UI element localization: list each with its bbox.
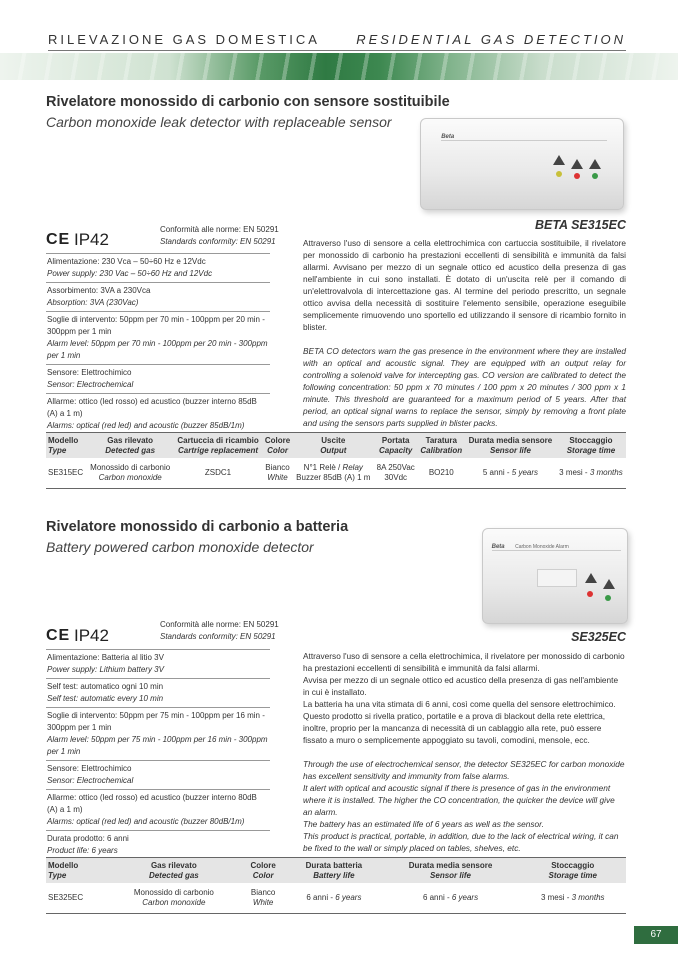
table-header: Modello Type — [48, 436, 79, 455]
product2-title-en: Battery powered carbon monoxide detector — [46, 539, 314, 555]
table-row — [46, 883, 626, 914]
product2-display — [537, 569, 577, 587]
product2-led-green-icon — [605, 595, 611, 601]
product2-spec-self-test — [46, 679, 270, 708]
product2-description-it-1: Attraverso l'uso di sensore a cella elettrochimica, il rivelatore per monossido di carbonio ha prestazioni eccellenti di sensibilità e immunità da falsi allarmi. — [303, 651, 625, 673]
product2-conformity — [160, 619, 279, 643]
table-header: Modello Type — [48, 861, 79, 880]
table-header: Colore Color — [250, 861, 276, 880]
spec-it: Self test: automatico ogni 10 min — [47, 682, 164, 691]
spec-it: Durata prodotto: 6 anni — [47, 834, 129, 843]
table-header: Uscite Output — [320, 436, 347, 455]
table-header: Durata media sensore Sensor life — [408, 861, 493, 880]
product1-spec-power — [46, 254, 270, 283]
table-cell-sensor-life: 6 anni - 6 years — [382, 883, 520, 914]
spec-en: Self test: automatic every 10 min — [47, 694, 164, 703]
product2-spec-power — [46, 650, 270, 679]
product2-conformity-it: Conformità alle norme: EN 50291 — [160, 620, 279, 629]
table-header: Gas rilevato Detected gas — [105, 436, 156, 455]
table-header: Taratura Calibration — [420, 436, 463, 455]
table-header: Stoccaggio Storage time — [548, 861, 597, 880]
product2-image — [482, 528, 628, 624]
table-header: Cartuccia di ricambio Cartrige replacement — [177, 436, 259, 455]
product1-table — [46, 432, 626, 489]
spec-en: Power supply: Lithium battery 3V — [47, 665, 164, 674]
spec-en: Product life: 6 years — [47, 846, 118, 855]
header-left-title: RILEVAZIONE GAS DOMESTICA — [48, 32, 320, 47]
spec-it: Assorbimento: 3VA a 230Vca — [47, 286, 151, 295]
table-header-row — [46, 858, 626, 884]
table-cell-capacity: 8A 250Vac 30Vdc — [374, 458, 418, 489]
header-right-title: RESIDENTIAL GAS DETECTION — [356, 32, 626, 47]
product2-table — [46, 857, 626, 914]
spec-en: Alarms: optical (red led) and acoustic (buzzer 85dB/1m) — [47, 421, 245, 430]
product1-image-strip — [441, 125, 607, 141]
product1-description — [303, 237, 626, 429]
spec-en: Power supply: 230 Vac – 50÷60 Hz and 12Vdc — [47, 269, 213, 278]
table-cell-color: Bianco White — [262, 458, 292, 489]
product2-image-brand: Beta — [491, 544, 505, 550]
spec-it: Alimentazione: 230 Vca – 50÷60 Hz e 12Vdc — [47, 257, 206, 266]
table-cell-gas: Monossido di carbonio Carbon monoxide — [87, 458, 174, 489]
product2-description-en-2: It alert with optical and acoustic signal if there is presence of gas in the environment where it is installed. The higher the CO concentration, the quicker the device will give an alarm. — [303, 783, 615, 817]
spec-it: Alimentazione: Batteria al litio 3V — [47, 653, 164, 662]
header-divider — [48, 50, 626, 51]
table-header: Durata media sensore Sensor life — [468, 436, 553, 455]
product1-led-red-icon — [574, 173, 580, 179]
product1-description-it: Attraverso l'uso di sensore a cella elettrochimica con cartuccia sostituibile, il rivelatore per monossido di carbonio ha prestazioni eccellenti di sensibilità e immunità da falsi allarmi. Avvisano per mezzo di un segnale ottico ed acustico della presenza di gas nell'ambiente in cui sono installati. È dotato di un'uscita relè per il comando di un'elettrovalvola di intercettazione gas. Al termine del periodo prescritto, un segnale ottico avvisa della necessità di sostituire l'elemento sensibile, operazione eseguibile semplicemente rimuovendo uno sportello ed utilizzando il sensore di ricambio fornito in blister. — [303, 238, 626, 332]
table-header: Gas rilevato Detected gas — [148, 861, 199, 880]
product2-description-en-1: Through the use of electrochemical sensor, the detector SE325EC for carbon monoxide has excellent sensitivity and immunity from false alarms. — [303, 759, 625, 781]
table-cell-battery-life: 6 anni - 6 years — [286, 883, 381, 914]
product2-ce-mark-icon: CE — [46, 627, 71, 644]
product1-image — [420, 118, 624, 210]
table-cell-cartridge: ZSDC1 — [174, 458, 263, 489]
decorative-band-stripes — [0, 53, 678, 80]
product1-led-green-icon — [592, 173, 598, 179]
product2-description-en-3: The battery has an estimated life of 6 years as well as the sensor. — [303, 819, 544, 829]
spec-en: Alarm level: 50ppm per 75 min - 100ppm per 16 min - 300ppm per 1 min — [47, 735, 268, 756]
product1-led-yellow-icon — [556, 171, 562, 177]
product2-model-name: SE325EC — [571, 630, 626, 644]
product1-conformity-it: Conformità alle norme: EN 50291 — [160, 225, 279, 234]
table-cell-model: SE315EC — [46, 458, 87, 489]
product1-warning-icon-3 — [589, 159, 601, 169]
product1-ce-mark-icon: CE — [46, 231, 71, 248]
table-cell-calibration: BO210 — [418, 458, 465, 489]
product1-ip-rating: IP42 — [74, 230, 109, 249]
product2-description-it-2: Avvisa per mezzo di un segnale ottico ed acustico della presenza di gas nell'ambiente in cui è installato. — [303, 675, 619, 697]
product1-description-en: BETA CO detectors warn the gas presence in the environment where they are installed with an optical and acoustic signal. They are equipped with an output relay for controlling a solenoid valve for intercepting gas. CO version are calibrated to detect the following concentration: 50 ppm x 70 minutes / 100 ppm x 20 minutes / 300 ppm x 1 minute. This threshold are guaranteed for a maximum period of 5 years. After that period, an optical signal warns to replace the sensor, simply by removing a front plate and using the sensors parts supplied in blister packs. — [303, 346, 626, 428]
spec-en: Alarms: optical (red led) and acoustic (buzzer 80dB/1m) — [47, 817, 245, 826]
product2-description-en-4: This product is practical, portable, in addition, due to the lack of electrical wiring, it can be fixed to the wall or simply placed on tables, shelves, etc. — [303, 831, 619, 853]
page-number: 67 — [634, 926, 678, 944]
spec-en: Alarm level: 50ppm per 70 min - 100ppm per 20 min - 300ppm per 1 min — [47, 339, 268, 360]
product2-description-it-3: La batteria ha una vita stimata di 6 anni, così come quella del sensore elettrochimico. — [303, 699, 616, 709]
spec-it: Allarme: ottico (led rosso) ed acustico (buzzer interno 85dB (A) a 1 m) — [47, 397, 257, 418]
table-header: Durata batteria Battery life — [305, 861, 363, 880]
spec-it: Sensore: Elettrochimico — [47, 764, 132, 773]
product1-warning-icon-2 — [571, 159, 583, 169]
product2-ip-rating: IP42 — [74, 626, 109, 645]
product1-image-brand: Beta — [441, 134, 455, 140]
product2-image-caption: Carbon Monoxide Alarm — [515, 544, 569, 550]
product2-image-strip — [492, 535, 622, 551]
spec-en: Sensor: Electrochemical — [47, 776, 134, 785]
product2-spec-product-life — [46, 831, 270, 860]
product2-description — [303, 650, 626, 854]
product2-conformity-en: Standards conformity: EN 50291 — [160, 632, 276, 641]
product1-spec-list — [46, 253, 270, 435]
table-cell-model: SE325EC — [46, 883, 108, 914]
product1-warning-icon — [553, 155, 565, 165]
product2-spec-sensor — [46, 761, 270, 790]
table-cell-gas: Monossido di carbonio Carbon monoxide — [108, 883, 240, 914]
product2-spec-alarms — [46, 790, 270, 831]
product1-spec-alarms — [46, 394, 270, 435]
spec-en: Sensor: Electrochemical — [47, 380, 134, 389]
product1-conformity — [160, 224, 279, 248]
table-cell-storage: 3 mesi - 3 months — [556, 458, 626, 489]
product1-spec-sensor — [46, 365, 270, 394]
table-cell-color: Bianco White — [240, 883, 286, 914]
table-cell-sensor-life: 5 anni - 5 years — [465, 458, 556, 489]
product1-spec-absorption — [46, 283, 270, 312]
table-row — [46, 458, 626, 489]
product1-spec-alarm-level — [46, 312, 270, 365]
product1-conformity-en: Standards conformity: EN 50291 — [160, 237, 276, 246]
table-header-row — [46, 433, 626, 459]
spec-en: Absorption: 3VA (230Vac) — [47, 298, 139, 307]
table-header: Portata Capacity — [379, 436, 413, 455]
product2-warning-icon-2 — [603, 579, 615, 589]
spec-it: Sensore: Elettrochimico — [47, 368, 132, 377]
product2-spec-list — [46, 649, 270, 860]
product1-title-it: Rivelatore monossido di carbonio con sensore sostituibile — [46, 94, 450, 110]
product2-warning-icon — [585, 573, 597, 583]
table-header: Colore Color — [264, 436, 291, 455]
product1-title-en: Carbon monoxide leak detector with replaceable sensor — [46, 114, 392, 130]
table-cell-output: N°1 Relè / Relay Buzzer 85dB (A) 1 m — [293, 458, 374, 489]
product2-title-it: Rivelatore monossido di carbonio a batteria — [46, 519, 349, 535]
spec-it: Soglie di intervento: 50ppm per 75 min - 100ppm per 16 min - 300ppm per 1 min — [47, 711, 265, 732]
spec-it: Soglie di intervento: 50ppm per 70 min - 100ppm per 20 min - 300ppm per 1 min — [47, 315, 265, 336]
product2-description-it-4: Questo prodotto si rivella pratico, portatile e a prova di blackout della rete elettrica, inoltre, proprio per la mancanza di necessità di un cablaggio alla rete, può essere fissato a muro o semplicemente appoggiato su tavoli, comodini, mensole, ecc. — [303, 711, 606, 745]
product2-led-red-icon — [587, 591, 593, 597]
product1-model-name: BETA SE315EC — [534, 218, 626, 232]
table-header: Stoccaggio Storage time — [566, 436, 616, 455]
table-cell-storage: 3 mesi - 3 months — [520, 883, 627, 914]
product2-spec-alarm-level — [46, 708, 270, 761]
spec-it: Allarme: ottico (led rosso) ed acustico (buzzer interno 80dB (A) a 1 m) — [47, 793, 257, 814]
